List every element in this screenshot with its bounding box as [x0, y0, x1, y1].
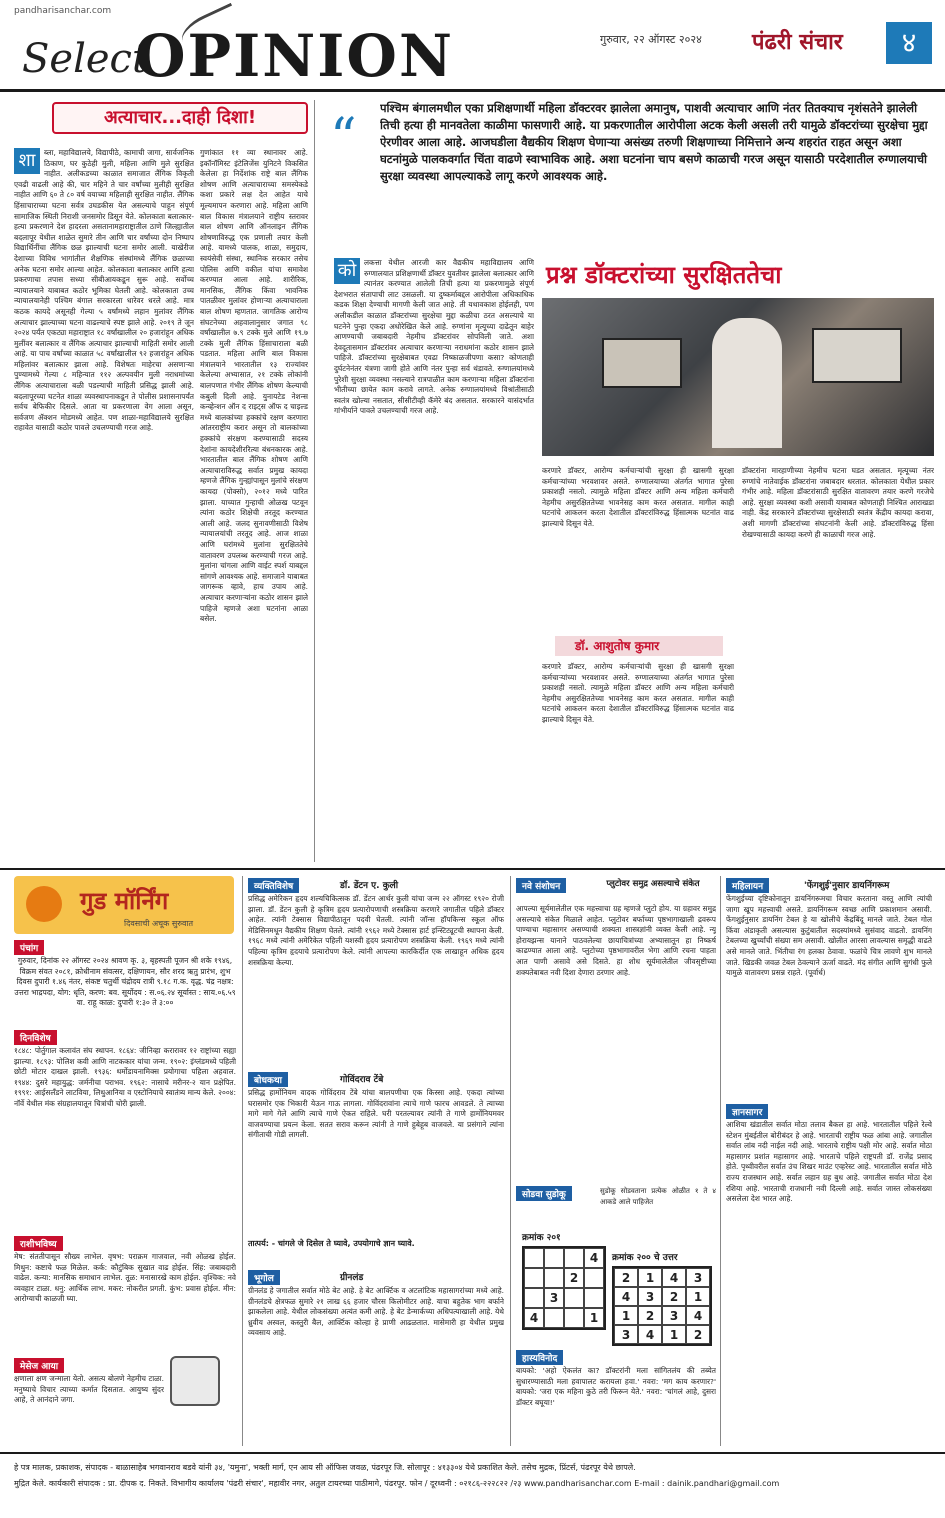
sudoku-cell [524, 1268, 544, 1288]
sudoku-cell: 3 [662, 1306, 686, 1325]
author-name: डॉ. आशुतोष कुमार [575, 639, 660, 653]
message-label: मेसेज आया [14, 1358, 64, 1373]
panchang-label: पंचांग [14, 940, 44, 955]
sudoku-cell: 1 [662, 1325, 686, 1344]
sudoku-cell: 3 [544, 1288, 564, 1308]
panchang-text: गुरुवार, दिनांक २२ ऑगस्ट २०२४ श्रावण कृ. ३, बृहस्पती पूजन श्री शके १९४६, विक्रम संवत २०८१, क्रोधीनाम संवत्सर, दक्षिणायन, सौर शरद ऋतु प्रारंभ, शुभ दिवस दुपारी १.४६ नंतर, संकष्ट चतुर्थी चंद्रोदय रात्री ९.१८ ग.क. वृद्ध. चंद्र नक्षत्र: उत्तरा भाद्रपदा, योग: धृति, करण: बव. सूर्योदय : स.०६.२४ सूर्यास्त : साय.०६.५९ वा. राहू काळ: दुपारी १:३० ते ३:०० [14, 956, 236, 1008]
article2-col2b [542, 662, 734, 862]
sudoku-label: सोडवा सुडोकू [516, 1186, 572, 1201]
footer-line1: हे पत्र मालक, प्रकाशक, संपादक - बाळासाहेब भगवानराव बडवे यांनी ३४, 'यमुना', भक्ती मार्ग, एन आय सी ऑफिस जवळ, पंढरपूर जि. सोलापूर : ४१३३०४ येथे प्रकाशित केले. तसेच मुद्रक, प्रिंटर्स, पंढरपूर येथे छापले. [14, 1463, 636, 1472]
article1-col2: गुणांकात ११ व्या स्थानावर आहे. इकॉनॉमिस्ट इंटेलिजेंस युनिटने विकसित केलेला हा निर्देशांक राष्ट्रे बाल लैंगिक शोषण आणि अत्याचाराच्या समस्येकडे कशा प्रकारे लक्ष देत आहेत याचे मूल्यमापन करणारा आहे. महिला आणि बाल विकास मंत्रालयाने राष्ट्रीय स्तरावर बाल शोषण आणि ऑनलाइन लैंगिक शोषणाविरुद्ध एक प्रणाली तयार केली आहे. यामध्ये पालक, शाळा, समुदाय, स्वयंसेवी संस्था, स्थानिक सरकार तसेच पोलिस आणि वकील यांचा समावेश करण्यात आला आहे. शारीरिक, मानसिक, लैंगिक किंवा भावनिक पातळीवर मुलांवर होणाऱ्या अत्याचाराला बाल शोषण म्हणतात. जागतिक आरोग्य संघटनेच्या अहवालानुसार जगात ९८ वर्षांखालील ७.९ टक्के मुले आणि १९.७ टक्के मुली लैंगिक हिंसाचाराला बळी पडतात. महिला आणि बाल विकास मंत्रालयाने भारतातील १३ राज्यांवर केलेल्या अभ्यासात, २१ टक्के लोकांनी बालपणात गंभीर लैंगिक शोषण केल्याची कबुली दिली आहे. युनायटेड नेशन्स कन्व्हेन्शन ऑन द राइट्स ऑफ द चाइल्ड मध्ये बालकांच्या हक्कांचे रक्षण करणारा आंतरराष्ट्रीय करार असून तो बालकांच्या हक्कांचे संरक्षण करण्यासाठी सदस्य देशांना कायदेशीररित्या बंधनकारक आहे. भारतातील बाल लैंगिक शोषण आणि अत्याचाराविरुद्ध सर्वात प्रमुख कायदा म्हणजे लैंगिक गुन्ह्यांपासून मुलांचे संरक्षण कायदा (पोक्सो), २०१२ मध्ये पारित झाला. याच्यात गुन्हाची ओळख पटवून त्यांना कठोर शिक्षेची तरतूद करण्यात आली आहे. जलद सुनावणीसाठी विशेष न्यायालयांची तरतूद आहे. आज शाळा आणि घरांमध्ये मुलांना सुरक्षिततेचे वातावरण उपलब्ध करण्याची गरज आहे. मुलांना चांगला आणि वाईट स्पर्श याबद्दल सांगणे आवश्यक आहे. समाजाने याबाबत जागरूक व्हावे, हाच उपाय आहे. अत्याचार करणाऱ्यांना कठोर शासन झाले पाहिजे म्हणजे अशा घटनांना आळा बसेल. [200, 148, 308, 624]
dropcap: को [334, 258, 360, 284]
sudoku-cell: 4 [584, 1248, 604, 1268]
good-morning-title: गुड मॉर्निंग [80, 887, 169, 915]
site-url: pandharisanchar.com [14, 6, 112, 16]
navsanshodhan-label: नवे संशोधन [516, 878, 566, 893]
bodhkatha-name: गोविंदराव टेंबे [340, 1075, 384, 1085]
sudoku-cell: 3 [686, 1268, 710, 1287]
sudoku-cell: 4 [638, 1325, 662, 1344]
footer-divider [0, 1452, 945, 1454]
sudoku-cell: 1 [614, 1306, 638, 1325]
dinvishesh-text: १८४८: पोर्तुगाल कलावंत संघ स्थापन. १८६४: जीनिव्हा करारावर १२ राष्ट्रांच्या सह्या झाल्या. १८९३: पोलिश कवी आणि नाटककार यांचा जन्म. १९०२: इंग्लंडमध्ये पहिली छोटी मोटार दाखल झाली. १९३६: थर्मोडायनामिक्स प्रयोगाचा पहिला अहवाल. १९४४: दुसरे महायुद्ध: जर्मनीचा पराभव. १९६२: नासाचे मरीनर-२ यान प्रक्षेपित. १९९१: आईसलँडने लाटविया, लिथुआनिया व एस्टोनियाचे स्वातंत्र्य मान्य केले. २००४: नॉर्वे येथील मंक संग्रहालयातून चित्रांची चोरी झाली. [14, 1046, 236, 1108]
sudoku-cell: 2 [614, 1268, 638, 1287]
sudoku-cell [584, 1288, 604, 1308]
placard [812, 328, 902, 383]
protest-photo [542, 298, 934, 456]
section-select-label: Select [22, 36, 149, 82]
sudoku-puzzle-grid [522, 1246, 606, 1330]
sudoku-cell [544, 1268, 564, 1288]
article1-title: अत्याचार...दाही दिशा! [103, 107, 257, 128]
sun-icon [26, 886, 62, 922]
pull-quote: पश्चिम बंगालमधील एका प्रशिक्षणार्थी महिला डॉक्टरवर झालेला अमानुष, पाशवी अत्याचार आणि नंतर तितक्याच नृशंसतेने झालेली तिची हत्या ही मानवतेला काळीमा फासणारी आहे. या प्रकरणातील आरोपीला अटक केली असली तरी यामुळे डॉक्टरांच्या सुरक्षेचा मुद्दा ऐरणीवर आला आहे. आजघडीला वैद्यकीय शिक्षण घेणाऱ्या असंख्य तरुणी शिक्षणाच्या निमित्ताने अन्य शहरांत राहत असून अशा घटनांमुळे पालकवर्गात चिंता वाढणे स्वाभाविक आहे. अशा घटनांना चाप बसणे काळाची गरज असून यासाठी परदेशातील रुग्णालयाची सुरक्षा व्यवस्था आपल्याकडे लागू करणे आवश्यक आहे. [380, 101, 928, 183]
sudoku-cell: 3 [614, 1325, 638, 1344]
sudoku-cell: 1 [686, 1287, 710, 1306]
sudoku-cell: 2 [662, 1287, 686, 1306]
divider [314, 100, 315, 862]
vyakti-text: प्रसिद्ध अमेरिकन हृदय शल्यचिकित्सक डॉ. डेंटन आर्थर कुली यांचा जन्म २२ ऑगस्ट १९२० रोजी झाला. डॉ. डेंटन कुली हे कृत्रिम हृदय प्रत्यारोपणाची शस्त्रक्रिया करणारे जगातील पहिले डॉक्टर आहेत. त्यांनी टेक्सास विद्यापीठातून पदवी घेतली. त्यांनी जॉन्स हॉपकिन्स स्कूल ऑफ मेडिसिनमधून वैद्यकीय शिक्षण घेतले. त्यांनी १९६२ मध्ये टेक्सास हार्ट इन्स्टिट्यूटची स्थापना केली. १९६८ मध्ये त्यांनी अमेरिकेत पहिली यशस्वी हृदय प्रत्यारोपण शस्त्रक्रिया केली. १९६९ मध्ये त्यांनी पहिल्या कृत्रिम हृदयाचे प्रत्यारोपण केले. त्यांनी आपल्या कारकिर्दीत एक लाखाहून अधिक हृदय शस्त्रक्रिया केल्या. [248, 894, 504, 967]
vyakti-name: डॉ. डेंटन ए. कुली [340, 881, 399, 891]
divider [242, 876, 243, 1446]
sudoku-cell: 3 [638, 1287, 662, 1306]
sudoku-cell: 2 [686, 1325, 710, 1344]
bhugol-label: भूगोल [248, 1270, 280, 1285]
article2-byline [555, 636, 723, 656]
section-title: OPINION [135, 22, 454, 90]
sudoku-puzzle-label: क्रमांक २०१ [522, 1233, 561, 1243]
divider [510, 876, 511, 1446]
article2-col3: डॉक्टरांना मारहाणीच्या नेहमीच घटना घडत असतात. मृत्यूच्या नंतर रुग्णांचे नातेवाईक डॉक्टरांना जबाबदार धरतात. कोलकाता येथील प्रकार गंभीर आहे. महिला डॉक्टरांसाठी सुरक्षित वातावरण तयार करणे गरजेचे आहे. सुरक्षा व्यवस्था कशी असावी याबाबत कोणताही निश्चित आराखडा नाही. केंद्र सरकारने डॉक्टरांच्या सुरक्षेसाठी स्वतंत्र केंद्रीय कायदा करावा, अशी मागणी डॉक्टरांच्या संघटनांनी केली आहे. डॉक्टरांविरुद्ध हिंसा रोखण्यासाठी कायदा करणे ही काळाची गरज आहे. [742, 466, 934, 539]
newspaper-name: पंढरी संचार [752, 30, 843, 55]
sudoku-cell: 4 [662, 1268, 686, 1287]
bodhkatha-text: प्रसिद्ध हार्मोनियम वादक गोविंदराव टेंबे यांचा बालपणीचा एक किस्सा आहे. एकदा त्यांच्या घरासमोर एक भिकारी येऊन गाऊ लागला. गोविंदरावांना त्याचे गाणे फारच आवडले. ते त्याच्या मागे मागे गेले आणि त्याचे गाणे ऐकत राहिले. घरी परतल्यावर त्यांनी ते गाणे हार्मोनियमवर वाजवण्याचा प्रयत्न केला. सतत सराव करून त्यांनी ते गाणे हुबेहूब वाजवले. या प्रसंगाने त्यांना संगीताची गोडी लागली. [248, 1088, 504, 1140]
article2-col1 [334, 258, 534, 868]
rashi-text: मेष: संततीपासून सौख्य लाभेल. वृषभ: पराक्रम गाजवाल, नवी ओळख होईल. मिथुन: कष्टाचे फळ मिळेल. कर्क: कौटुंबिक सुखात वाढ होईल. सिंह: जबाबदारी वाढेल. कन्या: मानसिक समाधान लाभेल. तूळ: मनासारखे काम होईल. वृश्चिक: नवे व्यवहार टाळा. धनु: आर्थिक लाभ. मकर: नोकरीत प्रगती. कुंभ: प्रवास होईल. मीन: आरोग्याची काळजी घ्या. [14, 1252, 236, 1304]
good-morning-subtitle: दिवसाची अचूक सुरुवात [124, 919, 194, 928]
hasya-text: बायको: 'अहो ऐकलंत का? डॉक्टरांनी मला सांगितलंय की तब्येत सुधारण्यासाठी मला हवापालट करायला हवा.' नवरा: 'मग काय करणार?' बायको: 'जरा एक महिना कुठे तरी फिरून येते.' नवरा: 'चांगलं आहे, दुसरा डॉक्टर बघूया!' [516, 1366, 716, 1407]
sudoku-cell: 4 [524, 1308, 544, 1328]
sudoku-cell: 1 [638, 1268, 662, 1287]
protester-figure [712, 318, 782, 448]
sudoku-cell: 4 [614, 1287, 638, 1306]
dropcap: शा [14, 148, 40, 174]
rashi-label: राशीभविष्य [14, 1236, 63, 1251]
sudoku-cell [564, 1308, 584, 1328]
dinvishesh-label: दिनविशेष [14, 1030, 57, 1045]
article1-col1 [14, 148, 194, 858]
bodhkatha-moral: तात्पर्य: - चांगले जे दिसेल ते घ्यावे, उपयोगाचे ज्ञान घ्यावे. [248, 1239, 415, 1248]
sudoku-cell: 2 [564, 1268, 584, 1288]
divider [720, 876, 721, 1446]
sudoku-cell [564, 1248, 584, 1268]
phone-icon [170, 1356, 220, 1406]
sudoku-answer-grid [612, 1266, 712, 1346]
mahilayan-title: 'फेंगशुई'नुसार डायनिंगरूम [804, 881, 890, 891]
dnyansagar-label: ज्ञानसागर [726, 1104, 768, 1119]
sudoku-cell [584, 1268, 604, 1288]
sudoku-cell [564, 1288, 584, 1308]
issue-date: गुरुवार, २२ ऑगस्ट २०२४ [600, 33, 702, 46]
article1-col1-text: ब्ला, महाविद्यालये, विद्यापीठे, कामाची जागा, सार्वजनिक ठिकाण, घर कुठेही मुली, महिला आणि मुले सुरक्षित नाहीत. अलीकडच्या काळात समाजात लैंगिक विकृती एवढी वाढली आहे की, चार महिने ते चार वर्षांच्या मुलीही सुरक्षित नाहीत आणि ६० ते ८० वर्ष वयाच्या महिलाही सुरक्षित नाहीत. लैंगिक हिंसाचाराच्या घटना सर्वत्र उघडकीस येत असल्याचे पाहून संपूर्ण सामाजिक स्थिती निराशी जनसमोर डिसून येते. कोलकाता बलात्कार-हत्या प्रकरणाने देश हादरला असतानामहाराष्ट्रातील ठाणे जिल्ह्यातील बदलापूर येथील शाळेत सुमारे तीन आणि चार वर्षांच्या दोन निष्पाप विद्यार्थिनींचा लैंगिक छळ झाल्याची घटना समोर आली. याखेरीज देशाच्या विविध भागांतील शैक्षणिक संस्थांमध्ये लैंगिक छळाच्या अनेक घटना समोर आल्या आहेत. कोलकाता बलात्कार आणि हत्या प्रकरणाचा तपास सध्या सीबीआयकडून सुरू आहे. सर्वोच्च न्यायालयाने याबाबत कठोर भूमिका घेतली आहे. कोलकाता उच्च न्यायालयानेही पश्चिम बंगाल सरकारला धारेवर धरले आहे. मात्र कठक कायदे असूनही गेल्या ५ वर्षांमध्ये लहान मुलांवर लैंगिक अत्याचार झाल्याच्या घटना वाढल्याचे स्पष्ट झाले आहे. २०१९ ते जून २०२४ पर्यंत एकट्या महाराष्ट्रात १८ वर्षांखालील २० हजारांहून अधिक मुलींवर बलात्कार व लैंगिक अत्याचार झाल्याची माहिती समोर आली आहे. या पाच वर्षांच्या काळात ५८ वर्षांखालील ९२ हजारांहून अधिक महिलांवर बलात्कार झाला आहे. विशेषतः माहेरचा असणाऱ्या पुण्यामध्ये गेल्या ८ महिन्यात ११२ अल्पवयीन मुली नराधमांच्या लैंगिक अत्याचाराला बळी पडल्याची माहिती प्रसिद्ध झाली आहे. बदलापूरच्या घटनेत शाळा व्यवस्थापनाकडून ते पोलीस प्रशासनापर्यंत सर्वच बेफिकीर दिसले. आता या प्रकरणाला वेग आला असून, सर्वजण ॲक्शन मोडमध्ये आहेत. पण शाळा-महाविद्यालये सुरक्षित राहावेत यासाठी कठोर पावले उचलण्याची गरज आहे. [14, 148, 194, 433]
navsanshodhan-title: प्लुटोवर समुद्र असल्याचे संकेत [606, 879, 700, 889]
sudoku-cell: 4 [686, 1306, 710, 1325]
section-divider [0, 868, 945, 870]
sudoku-cell [544, 1248, 564, 1268]
placard [602, 338, 682, 388]
article2-title: प्रश्न डॉक्टरांच्या सुरक्षिततेचा [546, 261, 782, 289]
sudoku-cell: 2 [638, 1306, 662, 1325]
article1-title-box [52, 102, 308, 134]
sudoku-cell [524, 1288, 544, 1308]
sudoku-cell [524, 1248, 544, 1268]
mahilayan-text: फेंगशुईच्या दृष्टिकोनातून डायनिंगरूमचा विचार करताना वस्तू आणि त्यांची जागा खूप महत्त्वाची असते. डायनिंगरूम स्वच्छ आणि प्रकाशमान असावी. फेंगशुईनुसार डायनिंग टेबल हे या खोलीचे केंद्रबिंदू मानले जाते. टेबल गोल किंवा अंडाकृती असल्यास कुटुंबातील सदस्यांमध्ये सुसंवाद वाढतो. डायनिंग टेबलच्या खुर्च्यांची संख्या सम असावी. खोलीत आरसा लावल्यास समृद्धी वाढते असे मानले जाते. भिंतीचा रंग हलका ठेवावा. फळांचे चित्र लावणे शुभ मानले जाते. खिडकी जवळ टेबल ठेवल्याने ऊर्जा वाढते. मंद संगीत आणि सुगंधी फुले यामुळे वातावरण प्रसन्न राहते. (पूर्वार्ध) [726, 894, 932, 978]
sudoku-hint: सुडोकू सोडवताना प्रत्येक ओळीत १ ते ४ आकडे आले पाहिजेत [600, 1187, 716, 1206]
page-number: ४ [886, 22, 932, 64]
quote-icon: “ [330, 108, 357, 168]
bodhkatha-label: बोधकथा [248, 1072, 288, 1087]
sudoku-cell [544, 1308, 564, 1328]
bhugol-text: ग्रीनलंड हे जगातील सर्वात मोठे बेट आहे. हे बेट आर्क्टिक व अटलांटिक महासागरांच्या मध्ये आहे. ग्रीनलंडचे क्षेत्रफळ सुमारे २१ लाख ६६ हजार चौरस किलोमीटर आहे. याचा बहुतेक भाग बर्फाने झाकलेला आहे. येथील लोकसंख्या अत्यंत कमी आहे. हे बेट डेन्मार्कच्या अधिपत्याखाली आहे. येथे ध्रुवीय अस्वल, कस्तुरी बैल, आर्क्टिक कोल्हा हे प्राणी आढळतात. मासेमारी हा येथील प्रमुख व्यवसाय आहे. [248, 1286, 504, 1338]
good-morning-banner [14, 876, 234, 934]
bhugol-name: ग्रीनलंड [340, 1273, 364, 1283]
sudoku-answer-label: क्रमांक २०० चे उत्तर [612, 1253, 678, 1263]
footer-line2: मुद्रित केले. कार्यकारी संपादक : प्रा. दीपक द. निकते. विभागीय कार्यालय 'पंढरी संचार', महावीर नगर, अतुल टायरच्या पाठीमागे, पंढरपूर. फोन / दूरध्वनी : ०२१८६-२२२८२२ /२३ www.pandharisanchar.com E-mail : dainik.pandhari@gmail.com [14, 1479, 780, 1488]
dnyansagar-text: आशिया खंडातील सर्वात मोठा तलाव बैकल हा आहे. भारतातील पहिले रेल्वे स्टेशन मुंबईतील बोरीबंदर हे आहे. भारताची राष्ट्रीय फळ आंबा आहे. जगातील सर्वात लांब नदी नाईल नदी आहे. भारताचे राष्ट्रीय पक्षी मोर आहे. सर्वात मोठा महासागर प्रशांत महासागर आहे. भारताचे पहिले राष्ट्रपती डॉ. राजेंद्र प्रसाद होते. पृथ्वीवरील सर्वात उंच शिखर माउंट एव्हरेस्ट आहे. भारतातील सर्वात मोठे राज्य राजस्थान आहे. सर्वात लहान ग्रह बुध आहे. जगातील सर्वात मोठा देश रशिया आहे. भारताची राजधानी नवी दिल्ली आहे. सर्वात जास्त लोकसंख्या असलेला देश भारत आहे. [726, 1120, 932, 1204]
article2-col2: करणारे डॉक्टर, आरोग्य कर्मचाऱ्यांची सुरक्षा ही खासगी सुरक्षा कर्मचाऱ्यांच्या भरवशावर असते. रुग्णालयाच्या अंतर्गत भागात पुरेसा प्रकाशही नसतो. त्यामुळे महिला डॉक्टर आणि अन्य महिला कर्मचारी नेहमीच असुरक्षिततेच्या भावनेसह काम करत असतात. मागील काही घटनांचे आकलन करता देशातील डॉक्टरांविरुद्ध हिंसात्मक घटनांत वाढ झाल्याचे दिसून येते. [542, 466, 734, 528]
sudoku-cell: 1 [584, 1308, 604, 1328]
article2-col2b-text: करणारे डॉक्टर, आरोग्य कर्मचाऱ्यांची सुरक्षा ही खासगी सुरक्षा कर्मचाऱ्यांच्या भरवशावर असते. रुग्णालयाच्या अंतर्गत भागात पुरेसा प्रकाशही नसतो. त्यामुळे महिला डॉक्टर आणि अन्य महिला कर्मचारी नेहमीच असुरक्षिततेच्या भावनेसह काम करत असतात. मागील काही घटनांचे आकलन करता देशातील डॉक्टरांविरुद्ध हिंसात्मक घटनांत वाढ झाल्याचे दिसून येते. [542, 662, 734, 724]
navsanshodhan-text: आपल्या सूर्यमालेतील एक महत्त्वाचा ग्रह म्हणजे प्लुटो होय. या ग्रहावर समुद्र असल्याचे संकेत मिळाले आहेत. प्लुटोवर बर्फाच्या पृष्ठभागाखाली द्रवरूप पाण्याचा महासागर असण्याची शक्यता शास्त्रज्ञांनी व्यक्त केली आहे. न्यू होरायझन्स यानाने पाठवलेल्या छायाचित्रांच्या अभ्यासातून हा निष्कर्ष काढण्यात आला आहे. प्लुटोच्या पृष्ठभागावरील भेगा आणि रचना पाहता आत पाणी असावे असे दिसते. हा शोध सूर्यमालेतील जीवसृष्टीच्या शक्यतेबाबत नवी दिशा देणारा ठरणार आहे. [516, 904, 716, 977]
article2-col1-text: लकत्ता येथील आरजी कार वैद्यकीय महाविद्यालय आणि रुग्णालयात प्रशिक्षणार्थी डॉक्टर युवतीवर झालेला बलात्कार आणि त्यानंतर करण्यात आलेली तिची हत्या या प्रकरणामुळे संपूर्ण देशभरात संतापाची लाट उसळली. या दुष्कर्माबद्दल आरोपीला अधिकाधिक कडक शिक्षा देण्याची मागणी केली जात आहे. ती यथावकाश होईलही, पण अलीकडील काळात डॉक्टरांच्या सुरक्षेचा मुद्दा कळीचा ठरत असल्याचे या घटनेने पुन्हा एकदा अधोरेखित केले आहे. रुग्णांना मृत्यूच्या दाढेतून बाहेर आणण्याची जबाबदारी नेहमीच डॉक्टरांवर सोपविली जाते. अशा देवदूतासमान डॉक्टरांवर अत्याचार करणाऱ्या नराधमांना कठोर शासन झाले पाहिजे. डॉक्टरांच्या सुरक्षेबाबत एवढा निष्काळजीपणा कसा? कोणताही दुर्घटनेनंतर यंत्रणा जागी होते आणि नंतर पुन्हा सर्व थंडावते. रुग्णालयांमध्ये पुरेशी सुरक्षा व्यवस्था नसल्याने रात्रपाळीत काम करणाऱ्या महिला डॉक्टरांना भीतीच्या छायेत काम करावे लागते. अनेक रुग्णालयांमध्ये विश्रांतीसाठी स्वतंत्र खोल्या नसतात, सीसीटीव्ही कॅमेरे बंद असतात. सरकारने यासंदर्भात गांभीर्याने पावले उचलण्याची गरज आहे. [334, 258, 534, 416]
message-text: क्षणाला क्षण जन्माला येतो. असत्य बोलणे नेहमीच टाळा. मनुष्याचे विचार त्याच्या कर्मात दिसतात. आयुष्य सुंदर आहे, ते आनंदाने जगा. [14, 1374, 164, 1405]
mahilayan-label: महिलायन [726, 878, 769, 893]
hasya-label: हास्यविनोद [516, 1350, 563, 1365]
vyakti-label: व्यक्तिविशेष [248, 878, 299, 893]
